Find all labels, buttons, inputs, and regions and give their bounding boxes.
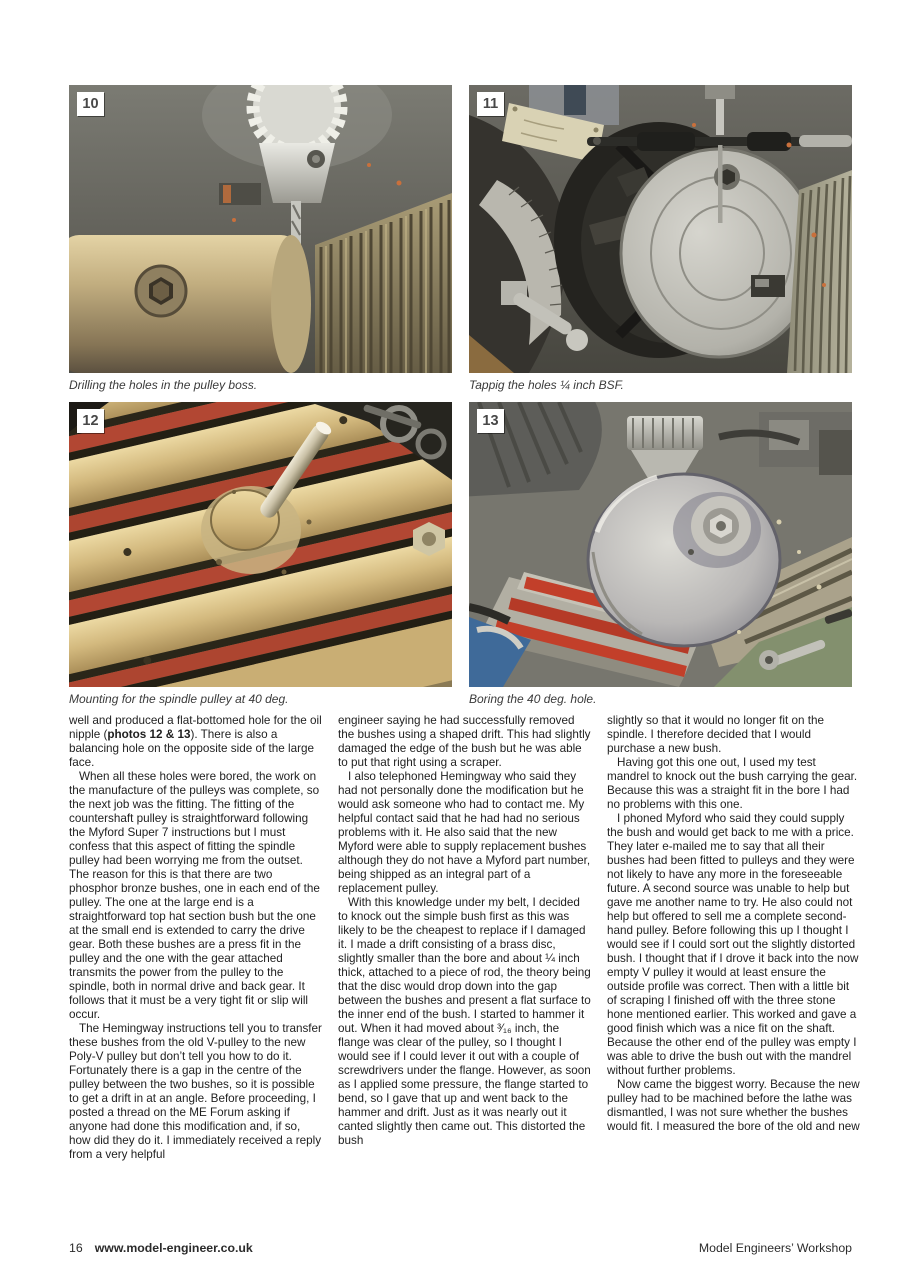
figure-number-badge: 10 (77, 92, 104, 116)
photo-drilling-pulley-boss (69, 85, 452, 373)
website-link[interactable]: www.model-engineer.co.uk (94, 1241, 253, 1255)
page-number: 16 (69, 1241, 83, 1255)
figure-number-badge: 11 (477, 92, 504, 116)
body-paragraph: engineer saying he had successfully removed the bushes using a shaped drift. This had slightly damaged the edge of the bush but he was able to put that right using a scraper. (338, 714, 591, 769)
photo-tapping-illustration (469, 85, 852, 373)
article-column-3 (607, 714, 860, 1214)
body-paragraph: well and produced a flat-bottomed hole for the oil nipple (photos 12 & 13). There is also a balancing hole on the opposite side of the large face. (69, 714, 322, 769)
figure-caption: Drilling the holes in the pulley boss. (69, 378, 258, 392)
article-column-1 (69, 714, 322, 1214)
body-paragraph: Having got this one out, I used my test mandrel to knock out the bush carrying the gear. Because this was a straight fit in the bore I had no problems with this one. (607, 756, 858, 811)
body-paragraph: With this knowledge under my belt, I decided to knock out the simple bush first as this was likely to be the cheapest to replace if I damaged it. I made a drift consisting of a brass disc, slightly smaller than the bore and about ¼ inch thick, attached to a piece of rod, the theory being that the disc would drop down into the gap between the bushes and present a flat surface to the inner end of the bush. I started to hammer it out. When it had moved about ³⁄₁₆ inch, the flange was clear of the pulley, so I thought I would see if I could lever it out with a couple of screwdrivers under the flange. However, as soon as I applied some pressure, the flange started to bend, so I gave that up and went back to the hammer and drift. Just as it was nearly out it canted slightly then came out. This distorted the bush (338, 896, 591, 1147)
figure-number-badge: 12 (77, 409, 104, 433)
figure-11 (469, 85, 852, 392)
figure-caption: Boring the 40 deg. hole. (469, 692, 597, 706)
figure-caption: Mounting for the spindle pulley at 40 deg. (69, 692, 289, 706)
photo-boring-40deg-hole (469, 402, 852, 687)
body-paragraph: slightly so that it would no longer fit on the spindle. I therefore decided that I would purchase a new bush. (607, 714, 824, 755)
photo-mounting-illustration (69, 402, 452, 687)
magazine-title: Model Engineers’ Workshop (698, 1241, 852, 1255)
photo-spindle-pulley-mounting (69, 402, 452, 687)
body-paragraph: The Hemingway instructions tell you to transfer these bushes from the old V-pulley to the new Poly-V pulley but don’t tell you how to do it. Fortunately there is a gap in the centre of the pulley between the two bushes, so it is possible to get a drift in at an angle. Before proceeding, I posted a thread on the ME Forum asking if anyone had done this modification and, if so, how did they do it. I immediately received a reply from a very helpful (69, 1022, 322, 1161)
figure-13 (469, 402, 852, 706)
body-paragraph: I phoned Myford who said they could supply the bush and would get back to me with a price. They later e-mailed me to say that all their bushes had been fitted to pulleys and they were not likely to have any more in the foreseeable future. A second source was unable to help but gave me another name to try. He also could not help but offered to sell me a complete second-hand pulley. Before following this up I thought I would see if I could sort out the slightly distorted bush. I thought that if I drove it back into the now empty V pulley it would at least ensure the outside profile was correct. Then with a little bit of scraping I finished off with the three stone hone mentioned earlier. This worked and gave a good finish which was a nice fit on the shaft. Because the other end of the pulley was empty I was able to drive the bush out with the mandrel without further problems. (607, 812, 859, 1077)
body-paragraph: I also telephoned Hemingway who said they had not personally done the modification but he would ask someone who had to contact me. My helpful contact said that he had had no serious problems with it. He also said that the new Myford were able to supply replacement bushes although they do not have a Myford part number, being shipped as an integral part of a replacement pulley. (338, 770, 591, 895)
photo-boring-illustration (469, 402, 852, 687)
photo-drilling-illustration (69, 85, 452, 373)
figure-12 (69, 402, 452, 706)
article-column-2 (338, 714, 591, 1214)
figure-10 (69, 85, 452, 392)
page-footer (69, 1241, 852, 1257)
figure-caption: Tappig the holes ¼ inch BSF. (469, 378, 624, 392)
body-paragraph: Now came the biggest worry. Because the new pulley had to be machined before the lathe was dismantled, I was not sure whether the bushes would fit. I measured the bore of the old and new (607, 1078, 860, 1133)
photo-tapping-holes (469, 85, 852, 373)
body-paragraph: When all these holes were bored, the work on the manufacture of the pulleys was complete, so the next job was the fitting. The fitting of the countershaft pulley is straightforward following the Myford Super 7 instructions but I must confess that this aspect of fitting the spindle pulley had been worrying me from the outset. The reason for this is that there are two phosphor bronze bushes, one in each end of the pulley. The one at the large end is a straightforward top hat section bush but the one at the small end is extended to carry the drive gear. Both these bushes are a press fit in the pulley and the one with the gear attached transmits the power from the pulley to the spindle, both in normal drive and back gear. It follows that it must be a very tight fit or slip will occur. (69, 770, 320, 1021)
figure-number-badge: 13 (477, 409, 504, 433)
